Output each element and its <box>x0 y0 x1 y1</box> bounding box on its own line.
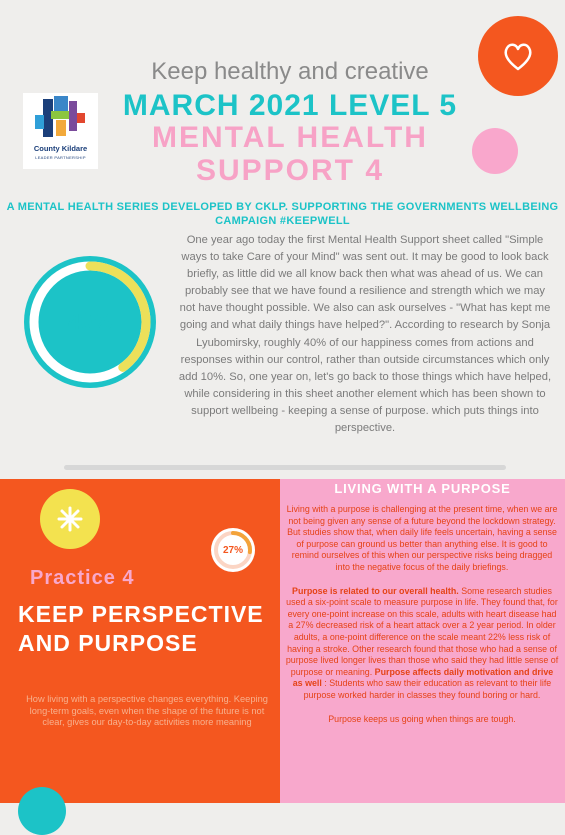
living-text-3: : Students who saw their education as relevant to their life purpose worked harder in classes they found boring or hard. <box>303 678 552 700</box>
living-paragraph-3: Purpose keeps us going when things are tough. <box>328 713 516 724</box>
living-paragraph-2 <box>285 586 559 702</box>
living-bold-1: Purpose is related to our overall health. <box>292 585 459 596</box>
page-title: MARCH 2021 LEVEL 5 <box>122 89 458 122</box>
horizontal-scrollbar[interactable] <box>64 465 506 470</box>
logo-name: County Kildare <box>33 144 88 153</box>
living-paragraph-1: Living with a purpose is challenging at the present time, when we are not being given any sense of a future beyond the lockdown strategy. But studies show that, when daily life feels uncertain, having a sense of purpose can ground us better than anything else. It is good to remind ourselves of this when our perspective risks being dragged into the negative focus of the daily briefings. <box>286 504 558 572</box>
heart-icon <box>498 36 538 76</box>
sparkle-badge <box>40 489 100 549</box>
practice-description: How living with a perspective changes everything. Keeping long-term goals, even when the shape of the future is not clear, gives our day-to-day activities more meaning <box>26 694 268 727</box>
teal-decor-circle <box>18 787 66 835</box>
stat-ring-label: 40% <box>67 309 113 334</box>
living-bold-2: Purpose affects daily motivation and drive as well <box>292 666 554 689</box>
page-subtitle: MENTAL HEALTH SUPPORT 4 <box>152 121 428 187</box>
practice-label: Practice 4 <box>30 567 135 589</box>
living-text-2: Some research studies used a six-point scale to measure purpose in life. They found that, for every one-point increase on this scale, adults with heart disease had a 27% decreased risk of a heart attack over a 2 year period. In older adults, a one-point difference on the scale meant 22% less risk of having a stroke. Other research found that those who had a sense of purpose lived longer lives than those who said they had little sense of purpose or meaning. <box>285 585 559 677</box>
practice-heading: KEEP PERSPECTIVE AND PURPOSE <box>18 601 264 656</box>
pink-decor-circle <box>472 128 518 174</box>
page-kicker: Keep healthy and creative <box>151 58 429 85</box>
sparkle-icon <box>55 504 85 534</box>
mini-ring-label: 27% <box>222 544 243 556</box>
living-title: LIVING WITH A PURPOSE <box>334 481 511 496</box>
intro-paragraph: One year ago today the first Mental Health Support sheet called "Simple ways to take Care of your Mind" was sent out. It may be good to look back briefly, as little did we all know back then what was ahead of us. We can probably see that we have found a resilience and strength which we may not have thought possible. We also can ask ourselves - "What has kept me going and what daily things have helped?". According to research by Sonja Lyubomirsky, roughly 40% of our happiness comes from actions and responses within our control, rather than outside circumstances which only add 10%. So, one year on, let's go back to those things which have helped, while considering in this sheet another element which has been shown to support wellbeing - keeping a sense of purpose. which puts things into perspective. <box>178 234 552 435</box>
living-body <box>285 504 559 737</box>
series-tagline: A MENTAL HEALTH SERIES DEVELOPED BY CKLP. SUPPORTING THE GOVERNMENTS WELLBEING CAMPAIGN #KEEPWELL <box>6 201 559 227</box>
logo-tagline: LEADER PARTNERSHIP <box>35 155 86 160</box>
heart-badge <box>478 16 558 96</box>
